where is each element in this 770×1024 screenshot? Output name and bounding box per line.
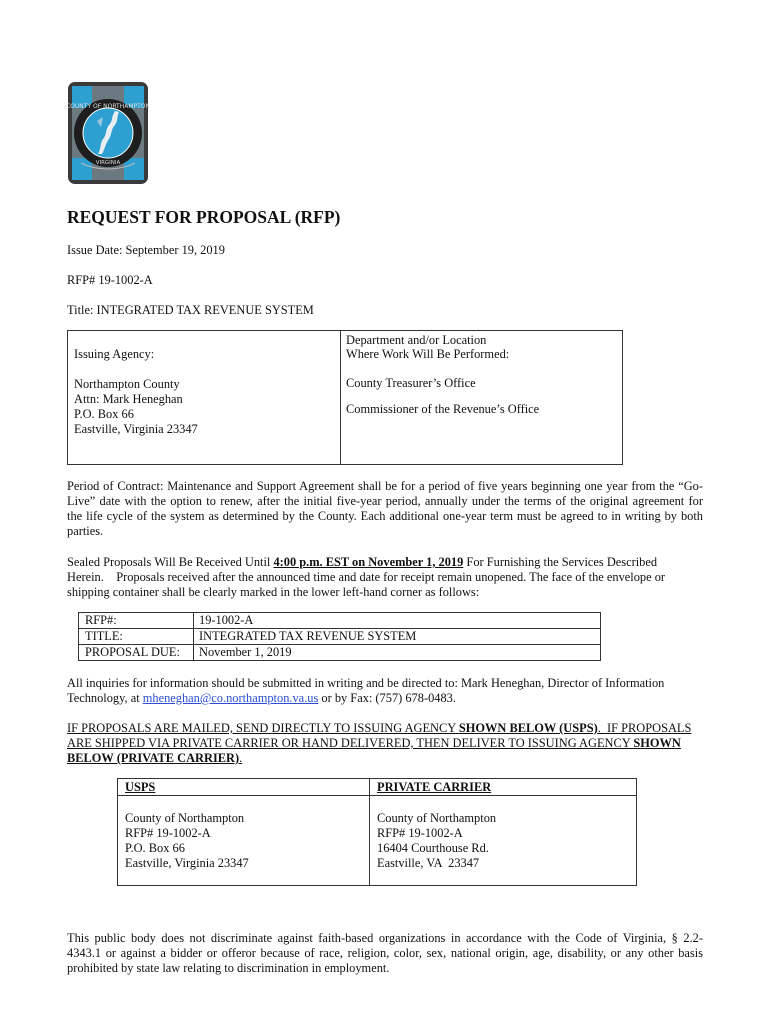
non-discrimination-paragraph <box>67 931 703 976</box>
agency-address-line: Northampton County <box>74 377 180 391</box>
marking-value: November 1, 2019 <box>199 645 292 659</box>
paragraph-line: Live” date with the option to renew, after the initial five-year period, annually under the terms of the original agreement for <box>67 494 703 508</box>
notice-text: . <box>239 751 243 765</box>
paragraph-line: shipping container shall be clearly marked in the lower left-hand corner as follows: <box>67 585 480 599</box>
marking-label: RFP#: <box>85 613 117 627</box>
usps-address-line: P.O. Box 66 <box>125 841 185 855</box>
notice-line <box>67 721 703 736</box>
marking-label: TITLE: <box>85 629 123 643</box>
agency-address-line: Eastville, Virginia 23347 <box>74 422 198 436</box>
usps-address-line: County of Northampton <box>125 811 245 825</box>
county-seal-icon <box>67 81 149 185</box>
sealed-suffix: For Furnishing the Services Described <box>463 555 658 569</box>
paragraph-line <box>67 555 703 570</box>
paragraph-line: This public body does not discriminate against faith-based organizations in accordance with the Code of Virginia, § 2.2- <box>67 931 703 945</box>
agency-address-line: P.O. Box 66 <box>74 407 134 421</box>
rfp-title: Title: INTEGRATED TAX REVENUE SYSTEM <box>67 303 314 317</box>
page-title: REQUEST FOR PROPOSAL (RFP) <box>67 207 341 227</box>
deadline: 4:00 p.m. EST on November 1, 2019 <box>273 555 464 569</box>
usps-address-line: Eastville, Virginia 23347 <box>125 856 249 870</box>
work-location-treasurer: County Treasurer’s Office <box>346 376 476 390</box>
carrier-address-line: RFP# 19-1002-A <box>377 826 463 840</box>
marking-value: 19-1002-A <box>199 613 254 627</box>
paragraph-line: the life cycle of the system as determined by the County. Each additional one-year term must be agreed to in writing by both <box>67 509 703 523</box>
private-carrier-header: PRIVATE CARRIER <box>377 780 492 794</box>
notice-text: IF PROPOSALS ARE MAILED, SEND DIRECTLY TO ISSUING AGENCY <box>67 721 459 735</box>
paragraph-line <box>67 691 703 706</box>
inquiries-suffix: or by Fax: (757) 678-0483. <box>318 691 456 705</box>
notice-text: ARE SHIPPED VIA PRIVATE CARRIER OR HAND DELIVERED, THEN DELIVER TO ISSUING AGENCY <box>67 736 634 750</box>
work-location-header-1: Department and/or Location <box>346 333 487 347</box>
notice-emphasis: SHOWN BELOW (USPS) <box>458 721 598 735</box>
svg-text:COUNTY OF NORTHAMPTON: COUNTY OF NORTHAMPTON <box>67 103 149 110</box>
work-location-header-2: Where Work Will Be Performed: <box>346 347 510 361</box>
marking-table-divider <box>193 612 194 661</box>
carrier-address-line: County of Northampton <box>377 811 497 825</box>
carrier-address-line: Eastville, VA 23347 <box>377 856 480 870</box>
sealed-proposals-paragraph <box>67 555 703 600</box>
paragraph-line: All inquiries for information should be submitted in writing and be directed to: Mark Heneghan, Director of Information <box>67 676 665 690</box>
carrier-address-line: 16404 Courthouse Rd. <box>377 841 489 855</box>
inquiries-prefix: Technology, at <box>67 691 143 705</box>
usps-header: USPS <box>125 780 156 794</box>
contract-period-paragraph <box>67 479 703 539</box>
paragraph-line: Herein. Proposals received after the announced time and date for receipt remain unopened. The face of the envelope or <box>67 570 666 584</box>
marking-value: INTEGRATED TAX REVENUE SYSTEM <box>199 629 417 643</box>
paragraph-line: prohibited by state law relating to discrimination in employment. <box>67 961 390 975</box>
marking-label: PROPOSAL DUE: <box>85 645 180 659</box>
notice-emphasis: SHOWN <box>633 736 681 750</box>
mailing-notice <box>67 721 703 766</box>
paragraph-line: 4343.1 or against a bidder or offeror because of race, religion, color, sex, national origin, age, disability, or any other basis <box>67 946 703 960</box>
notice-text: . IF PROPOSALS <box>597 721 692 735</box>
email-link[interactable]: mheneghan@co.northampton.va.us <box>142 691 319 705</box>
issue-date: Issue Date: September 19, 2019 <box>67 243 225 257</box>
delivery-table-header-line <box>117 795 637 796</box>
inquiries-paragraph <box>67 676 703 706</box>
notice-line <box>67 736 703 751</box>
work-location-commissioner: Commissioner of the Revenue’s Office <box>346 402 540 416</box>
paragraph-line: Period of Contract: Maintenance and Support Agreement shall be for a period of five years beginning one year from the “Go- <box>67 479 703 493</box>
county-seal-logo <box>67 81 149 185</box>
notice-line <box>67 751 703 766</box>
usps-address-line: RFP# 19-1002-A <box>125 826 211 840</box>
rfp-number: RFP# 19-1002-A <box>67 273 153 287</box>
agency-address-line: Attn: Mark Heneghan <box>74 392 183 406</box>
paragraph-line: parties. <box>67 524 104 538</box>
svg-text:VIRGINIA: VIRGINIA <box>95 160 121 166</box>
issuing-agency-header: Issuing Agency: <box>74 347 155 361</box>
agency-table-divider <box>340 330 341 465</box>
sealed-prefix: Sealed Proposals Will Be Received Until <box>67 555 274 569</box>
notice-emphasis: BELOW (PRIVATE CARRIER) <box>67 751 240 765</box>
